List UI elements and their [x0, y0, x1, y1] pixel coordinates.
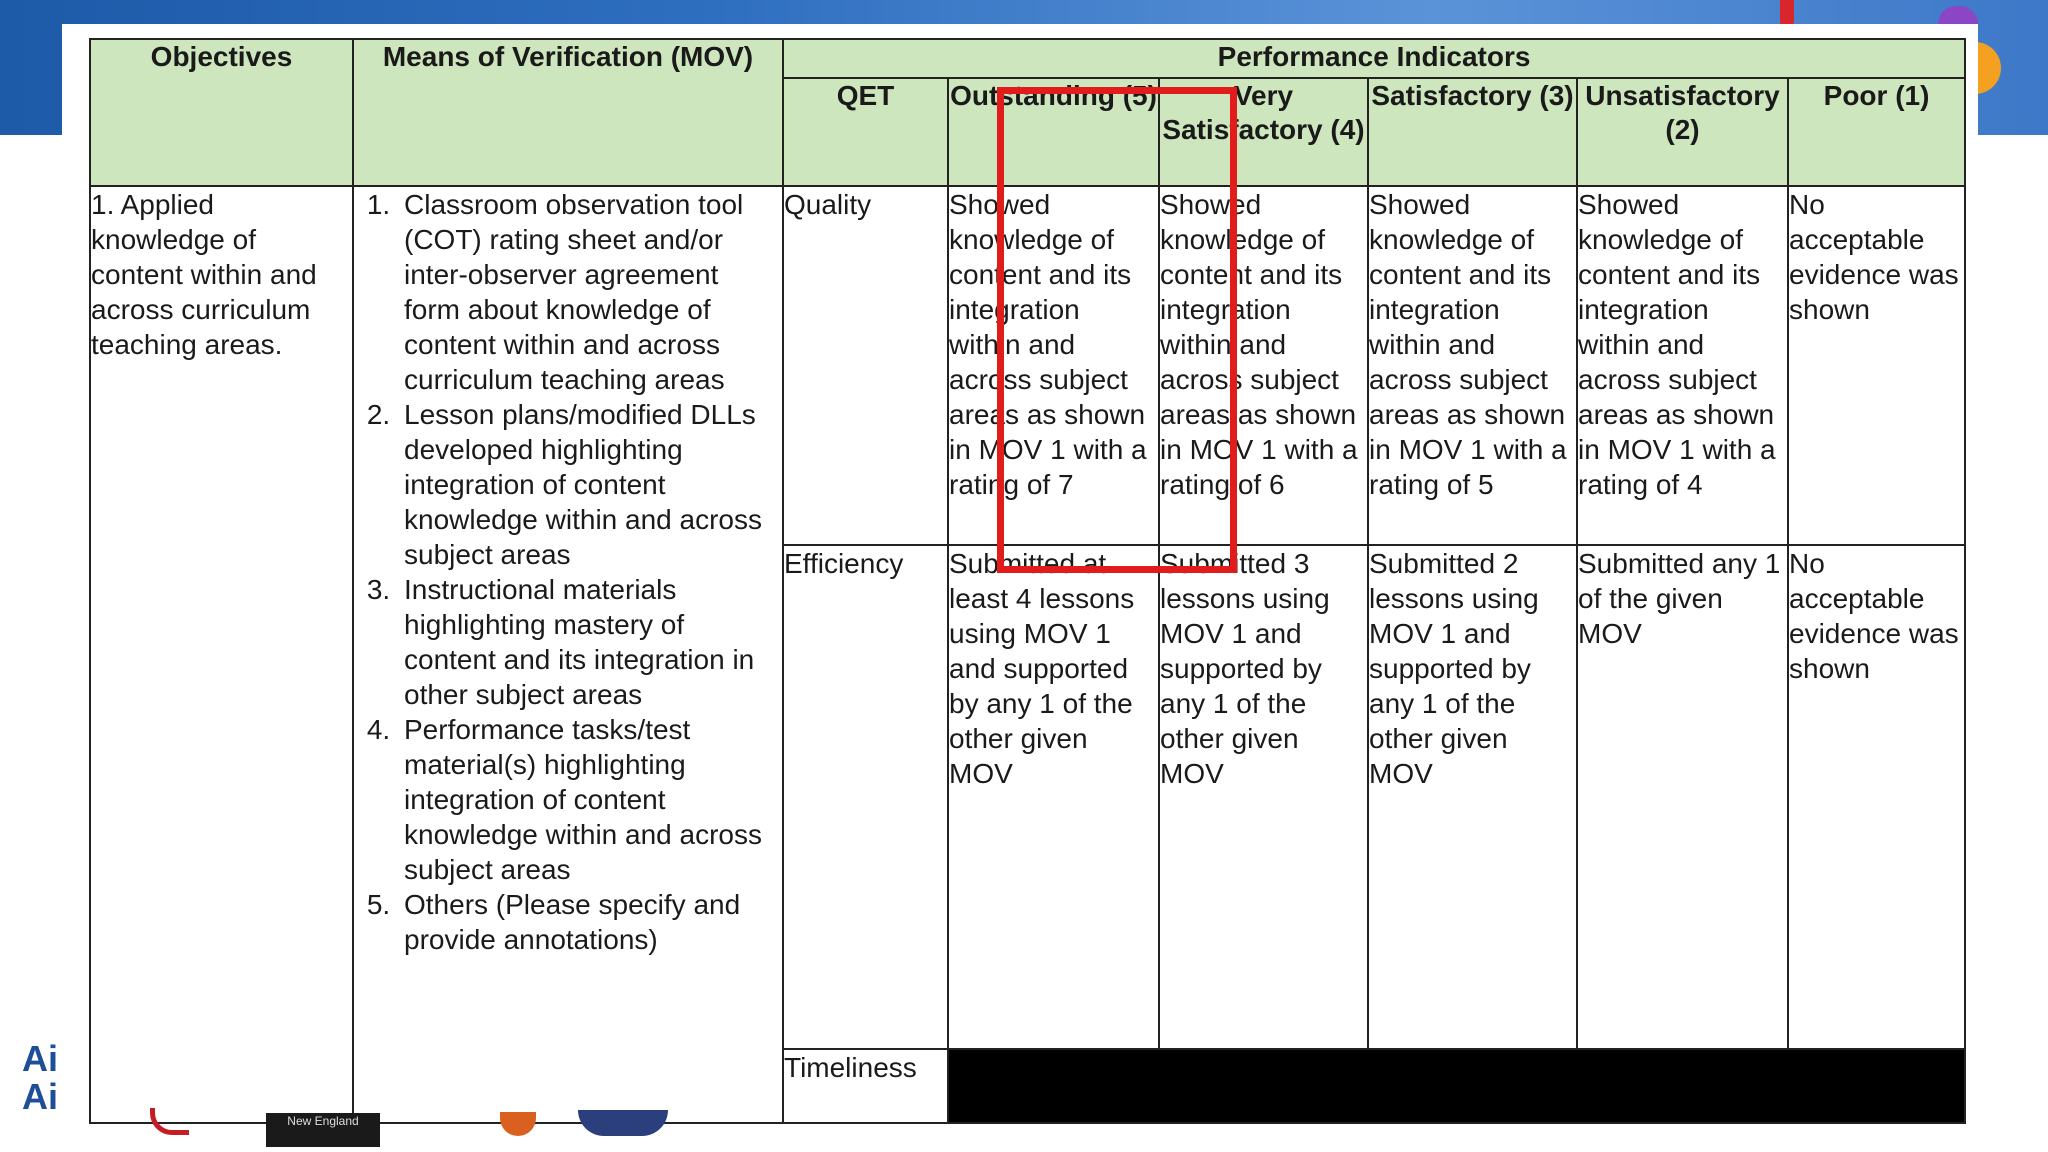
mov-item: 3. Instructional materials highlighting mastery of content and its integration in other subject areas	[398, 572, 776, 712]
quality-poor: No acceptable evidence was shown	[1788, 186, 1965, 545]
mov-item: 1. Classroom observation tool (COT) rating sheet and/or inter-observer agreement form about knowledge of content within and across curriculum teaching areas	[398, 187, 776, 397]
footer-black-logo: New England	[266, 1113, 380, 1147]
efficiency-satisfactory: Submitted 2 lessons using MOV 1 and supported by any 1 of the other given MOV	[1368, 545, 1577, 1049]
efficiency-poor: No acceptable evidence was shown	[1788, 545, 1965, 1049]
mov-item: 5. Others (Please specify and provide annotations)	[398, 887, 776, 957]
header-poor: Poor (1)	[1788, 78, 1965, 186]
quality-unsatisfactory: Showed knowledge of content and its integration within and across subject areas as shown in MOV 1 with a rating of 4	[1577, 186, 1788, 545]
header-satisfactory: Satisfactory (3)	[1368, 78, 1577, 186]
efficiency-unsatisfactory: Submitted any 1 of the given MOV	[1577, 545, 1788, 1049]
header-performance-indicators: Performance Indicators	[783, 39, 1965, 78]
qet-efficiency-label: Efficiency	[783, 545, 948, 1049]
footer-seal-logo	[578, 1110, 668, 1136]
header-very-satisfactory: Very Satisfactory (4)	[1159, 78, 1368, 186]
quality-outstanding: Showed knowledge of content and its integration within and across subject areas as shown in MOV 1 with a rating of 7	[948, 186, 1159, 545]
header-outstanding: Outstanding (5)	[948, 78, 1159, 186]
objective-cell: 1. Applied knowledge of content within and across curriculum teaching areas.	[90, 186, 353, 1123]
mov-item: 4. Performance tasks/test material(s) highlighting integration of content knowledge within and across subject areas	[398, 712, 776, 887]
timeliness-redacted-area	[948, 1049, 1965, 1123]
header-unsatisfactory: Unsatisfactory (2)	[1577, 78, 1788, 186]
header-qet: QET	[783, 78, 948, 186]
mov-item: 2. Lesson plans/modified DLLs developed highlighting integration of content knowledge within and across subject areas	[398, 397, 776, 572]
mov-list	[354, 187, 782, 957]
footer-orange-logo	[500, 1112, 536, 1136]
header-mov: Means of Verification (MOV)	[353, 39, 783, 186]
rubric-table	[89, 38, 1966, 1124]
footer-logo-text: Ai Ai	[22, 1038, 58, 1117]
qet-quality-label: Quality	[783, 186, 948, 545]
efficiency-outstanding: Submitted at least 4 lessons using MOV 1 and supported by any 1 of the other given MOV	[948, 545, 1159, 1049]
quality-very-satisfactory: Showed knowledge of content and its integration within and across subject areas as shown in MOV 1 with a rating of 6	[1159, 186, 1368, 545]
header-objectives: Objectives	[90, 39, 353, 186]
mov-cell	[353, 186, 783, 1123]
rubric-container	[62, 24, 1978, 1112]
qet-timeliness-label: Timeliness	[783, 1049, 948, 1123]
footer-red-logo	[150, 1108, 189, 1135]
quality-satisfactory: Showed knowledge of content and its integration within and across subject areas as shown in MOV 1 with a rating of 5	[1368, 186, 1577, 545]
efficiency-very-satisfactory: Submitted 3 lessons using MOV 1 and supported by any 1 of the other given MOV	[1159, 545, 1368, 1049]
